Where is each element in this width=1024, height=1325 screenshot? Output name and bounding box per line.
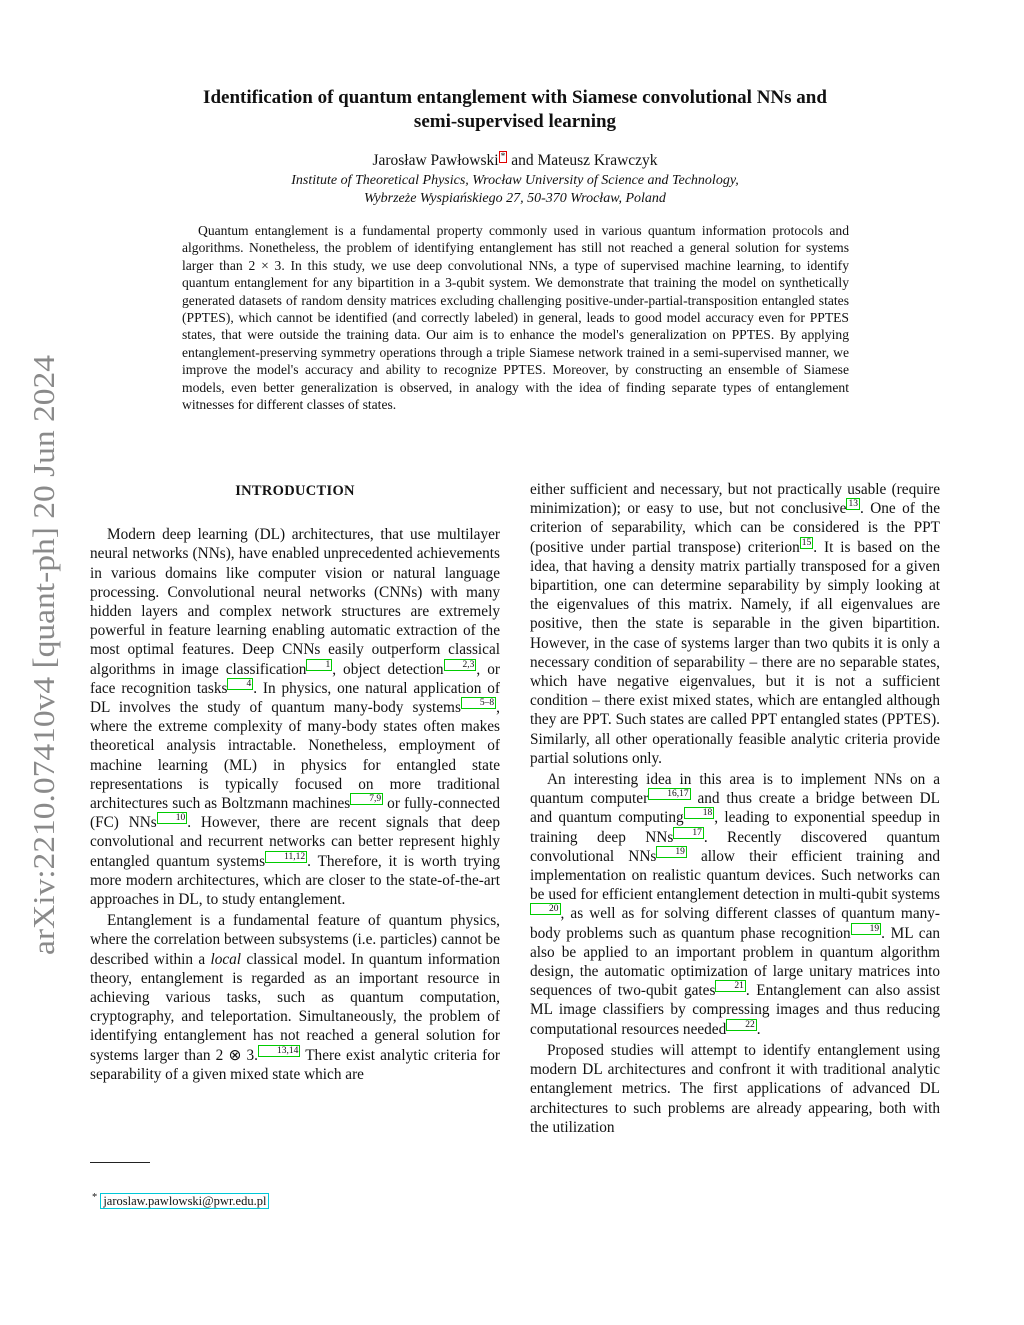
author-list xyxy=(120,152,910,170)
citation-link[interactable]: 19 xyxy=(656,846,687,858)
citation-link[interactable]: 4 xyxy=(227,678,253,690)
citation-link[interactable]: 21 xyxy=(715,980,746,992)
citation-link[interactable]: 5–8 xyxy=(461,697,496,709)
intro-paragraph-2: Entanglement is a fundamental feature of quantum physics, where the correlation between subsystems (i.e. particles) cannot be described within a local classical model. In quantum information theory, entanglement is regarded as an important resource in achieving various tasks, such as quantum computation, cryptography, and teleportation. Simultaneously, the problem of identifying entanglement has not reached a general solution for systems larger than 2 ⊗ 3. 13,14 There exist analytic criteria for separability of a given mixed state which are xyxy=(90,912,500,1083)
citation-link[interactable]: 10 xyxy=(157,812,188,824)
affiliation-line-1: Institute of Theoretical Physics, Wrocław University of Science and Technology, xyxy=(291,173,739,188)
intro-paragraph-3: either sufficient and necessary, but not practically usable (require minimization); or easy to use, but not conclusive 13 . One of the criterion of separability, which can be considered is the PPT (positive under partial transpose) criterion 15 . It is based on the idea, that having a density matrix partially transposed for a given bipartition, one can determine separability by simply looking at the eigenvalues of this matrix. Namely, if all eigenvalues are positive, then the state is separable in the given bipartition. However, in the case of systems larger than two qubits it is only a necessary condition of separability – there are no separable states, which have negative eigenvalues, but it is not a sufficient condition – there exist mixed states, which are entangled although they are PPT. Such states are called PPT entangled states (PPTES). Similarly, all other operationally feasible analytic criteria provide partial solutions only. xyxy=(530,481,940,767)
author-email-link[interactable]: jaroslaw.pawlowski@pwr.edu.pl xyxy=(100,1193,269,1209)
citation-link[interactable]: 11,12 xyxy=(265,851,307,863)
citation-link[interactable]: 1 xyxy=(306,659,332,671)
citation-link[interactable]: 13,14 xyxy=(258,1045,300,1057)
right-column xyxy=(530,480,940,1137)
citation-link[interactable]: 22 xyxy=(726,1019,757,1031)
citation-link[interactable]: 18 xyxy=(684,807,715,819)
citation-link[interactable]: 13 xyxy=(848,499,858,510)
arxiv-identifier-stamp xyxy=(14,350,66,960)
title-line-1: Identification of quantum entanglement with Siamese convolutional NNs and xyxy=(203,87,827,108)
citation-link[interactable]: 15 xyxy=(801,537,812,548)
section-heading-introduction: INTRODUCTION xyxy=(235,483,355,499)
citation-link[interactable]: 16,17 xyxy=(648,788,690,800)
citation-link[interactable]: 7,9 xyxy=(350,793,383,805)
intro-paragraph-5: Proposed studies will attempt to identify entanglement using modern DL architectures and confront it with traditional analytic entanglement metrics. The first applications of advanced DL architectures to such problems are already appearing, both with the utilization xyxy=(530,1041,940,1136)
intro-paragraph-4: An interesting idea in this area is to implement NNs on a quantum computer 16,17 and thus create a bridge between DL and quantum computing 18 , leading to exponential speedup in training deep NNs 17 . Recently discovered quantum convolutional NNs 19 allow their efficient training and implementation on realistic quantum devices. Such networks can be used for efficient entanglement detection in multi-qubit systems20 , as well as for solving different classes of quantum many-body problems such as quantum phase recognition 19 . ML can also be applied to an important problem in quantum algorithm design, the automatic optimization of large unitary matrices into sequences of two-qubit gates 21 . Entanglement can also assist ML image classifiers by compressing images and thus reducing computational resources needed 22 . xyxy=(530,771,941,1038)
footnote-mark: * xyxy=(92,1192,98,1203)
footnote-divider xyxy=(90,1162,150,1163)
citation-link[interactable]: 20 xyxy=(530,903,561,915)
author-and: and xyxy=(507,152,538,169)
title-line-2: semi-supervised learning xyxy=(413,111,617,132)
affiliation xyxy=(120,172,910,207)
intro-paragraph-1: Modern deep learning (DL) architectures, that use multilayer neural networks (NNs), have enabled unprecedented achievements in various domains like computer vision or natural language processing. Convolutional neural networks (CNNs) with many hidden layers and complex network structures are extremely powerful in feature learning enabling automatic extraction of the most optimal features. Deep CNNs easily outperform classical algorithms in image classification 1 , object detection 2,3 , or face recognition tasks 4 . In physics, one natural application of DL involves the study of quantum many-body systems 5–8 , where the extreme complexity of many-body states often makes theoretical analysis intractable. Nonetheless, employment of machine learning (ML) in physics for entangled state representations is typically focused on more traditional architectures such as Boltzmann machines 7,9 or fully-connected (FC) NNs 10 . However, there are recent signals that deep convolutional and recurrent networks can better represent highly entangled quantum systems 11,12 . Therefore, it is worth trying more modern architectures, which are closer to the state-of-the-art approaches in DL, to study entanglement. xyxy=(90,526,500,909)
author-second: Mateusz Krawczyk xyxy=(537,152,658,169)
citation-link[interactable]: 19 xyxy=(851,923,882,935)
paper-title xyxy=(120,86,910,134)
footnote xyxy=(92,1192,269,1209)
abstract: Quantum entanglement is a fundamental property commonly used in various quantum information protocols and algorithms. Nonetheless, the problem of identifying entanglement has still not reached a general solution for systems larger than 2 × 3. In this study, we use deep convolutional NNs, a type of supervised machine learning, to identify quantum entanglement for any bipartition in a 3-qubit system. We demonstrate that training the model on synthetically generated datasets of random density matrices excluding challenging positive-under-partial-transposition entangled states (PPTES), which cannot be identified (and correctly labeled) in general, leads to good model accuracy even for PPTES states, that were outside the training data. Our aim is to enhance the model's generalization on PPTES. By applying entanglement-preserving symmetry operations through a triple Siamese network trained in a semi-supervised manner, we improve the model's accuracy and ability to recognize PPTES. Moreover, by constructing an ensemble of Siamese models, even better generalization is observed, in analogy with the idea of finding separate types of entanglement witnesses for different classes of states. xyxy=(182,223,849,413)
affiliation-line-2: Wybrzeże Wyspiańskiego 27, 50-370 Wrocław, Poland xyxy=(364,190,666,206)
left-column xyxy=(90,480,500,1084)
author-footnote-link[interactable]: * xyxy=(500,152,506,162)
arxiv-stamp-text: arXiv:2210.07410v4 [quant-ph] 20 Jun 2024 xyxy=(26,399,61,955)
citation-link[interactable]: 17 xyxy=(673,827,704,839)
author-first: Jarosław Pawłowski xyxy=(372,152,499,169)
citation-link[interactable]: 2,3 xyxy=(444,659,477,671)
